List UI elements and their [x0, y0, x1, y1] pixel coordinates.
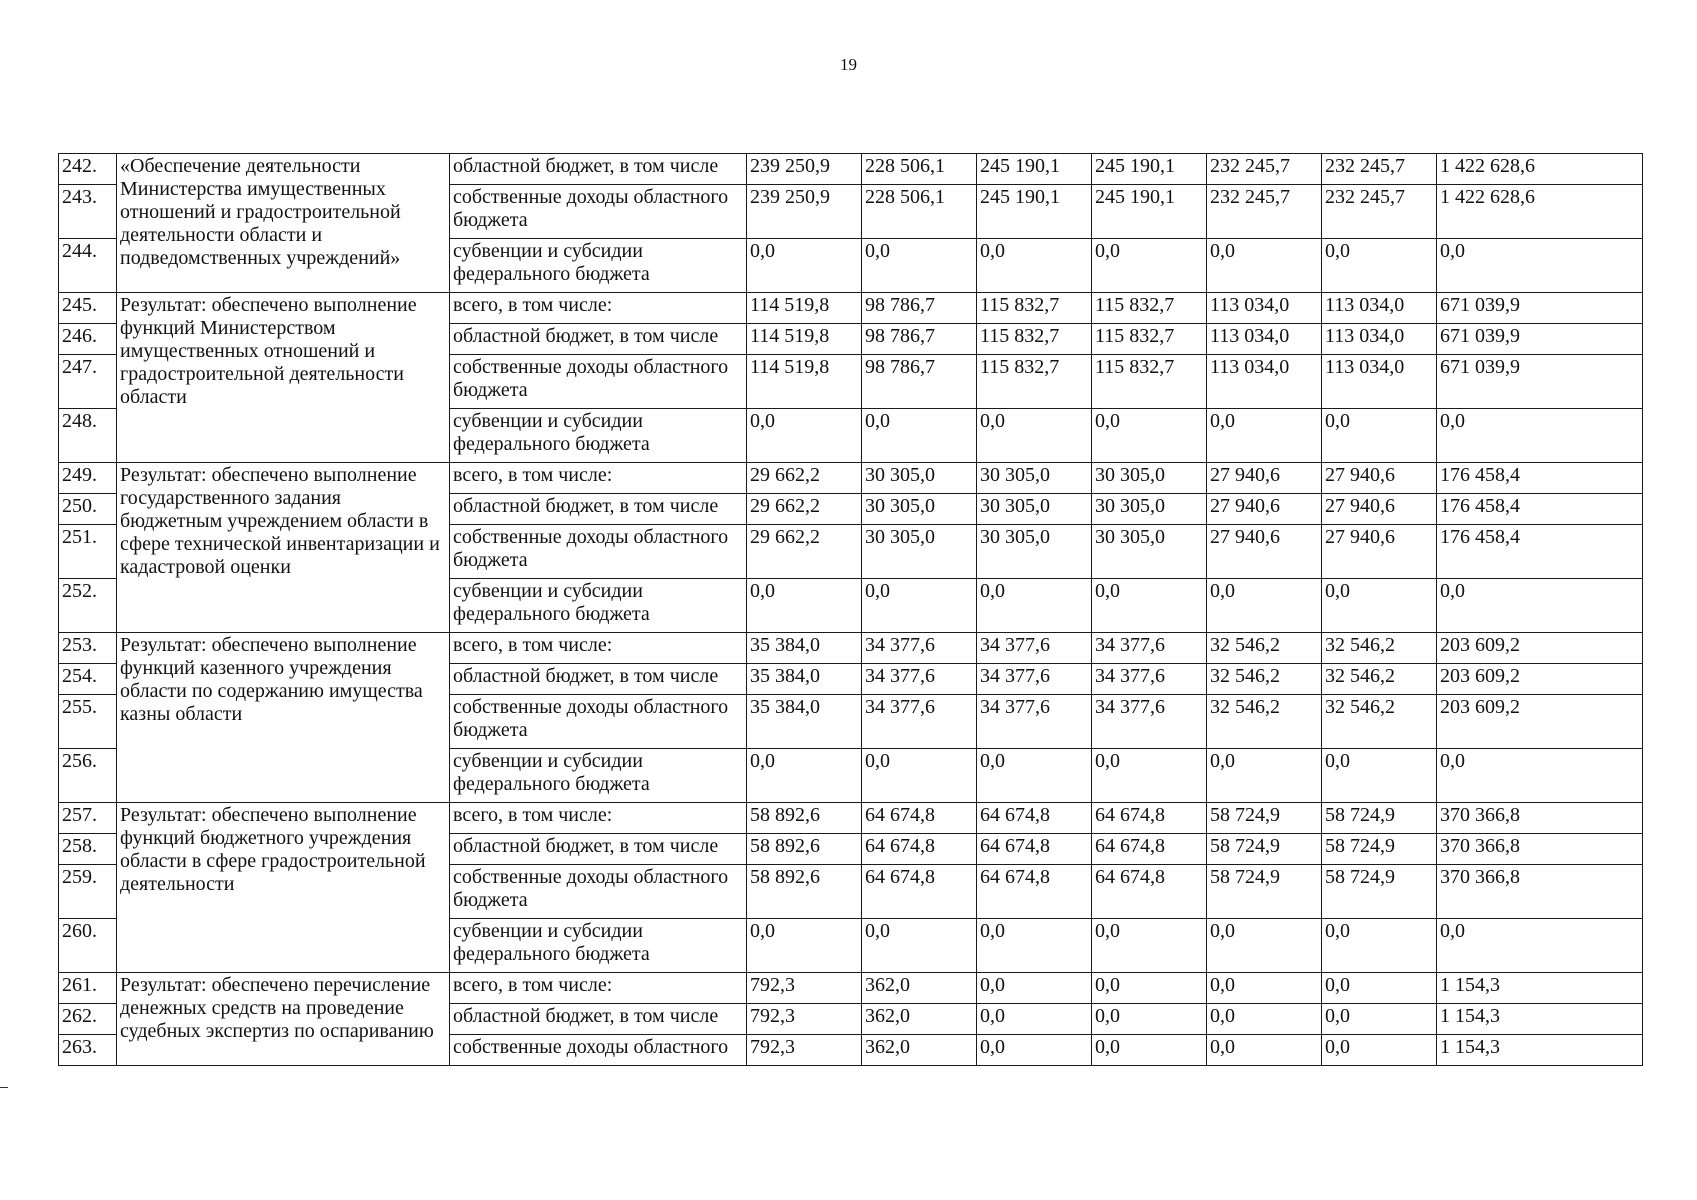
activity-description: Результат: обеспечено выполнение функций казенного учреждения области по содержанию имущества казны области: [117, 633, 450, 803]
total-value: 1 154,3: [1437, 1004, 1643, 1035]
activity-description: Результат: обеспечено перечисление денежных средств на проведение судебных экспертиз по оспариванию: [117, 973, 450, 1066]
year-value: 98 786,7: [862, 324, 977, 355]
funding-source: областной бюджет, в том числе: [450, 1004, 747, 1035]
year-value: 34 377,6: [862, 695, 977, 749]
row-number: 247.: [59, 355, 117, 409]
funding-source: собственные доходы областного бюджета: [450, 185, 747, 239]
total-value: 1 154,3: [1437, 1035, 1643, 1066]
year-value: 64 674,8: [1092, 834, 1207, 865]
year-value: 27 940,6: [1207, 525, 1322, 579]
total-value: 203 609,2: [1437, 695, 1643, 749]
year-value: 0,0: [977, 1004, 1092, 1035]
funding-source: областной бюджет, в том числе: [450, 834, 747, 865]
year-value: 0,0: [1322, 973, 1437, 1004]
page-number: 19: [840, 55, 857, 74]
year-value: 232 245,7: [1322, 154, 1437, 185]
year-value: 0,0: [747, 749, 862, 803]
year-value: 0,0: [977, 973, 1092, 1004]
total-value: 0,0: [1437, 409, 1643, 463]
year-value: 34 377,6: [1092, 695, 1207, 749]
year-value: 32 546,2: [1207, 633, 1322, 664]
funding-source: областной бюджет, в том числе: [450, 664, 747, 695]
row-number: 260.: [59, 919, 117, 973]
total-value: 1 154,3: [1437, 973, 1643, 1004]
year-value: 32 546,2: [1322, 695, 1437, 749]
total-value: 671 039,9: [1437, 293, 1643, 324]
margin-mark: [0, 1087, 8, 1088]
table-row: [59, 154, 1643, 185]
funding-source: всего, в том числе:: [450, 803, 747, 834]
table-row: [59, 973, 1643, 1004]
year-value: 98 786,7: [862, 293, 977, 324]
year-value: 113 034,0: [1322, 293, 1437, 324]
year-value: 34 377,6: [862, 664, 977, 695]
funding-source: субвенции и субсидии федерального бюджета: [450, 409, 747, 463]
total-value: 176 458,4: [1437, 463, 1643, 494]
year-value: 30 305,0: [862, 494, 977, 525]
row-number: 261.: [59, 973, 117, 1004]
row-number: 262.: [59, 1004, 117, 1035]
year-value: 0,0: [1207, 1035, 1322, 1066]
year-value: 0,0: [1322, 239, 1437, 293]
total-value: 203 609,2: [1437, 633, 1643, 664]
year-value: 0,0: [1322, 409, 1437, 463]
year-value: 228 506,1: [862, 154, 977, 185]
year-value: 0,0: [977, 1035, 1092, 1066]
year-value: 35 384,0: [747, 664, 862, 695]
year-value: 27 940,6: [1322, 463, 1437, 494]
year-value: 58 892,6: [747, 803, 862, 834]
year-value: 239 250,9: [747, 185, 862, 239]
year-value: 64 674,8: [977, 865, 1092, 919]
total-value: 671 039,9: [1437, 355, 1643, 409]
funding-source: областной бюджет, в том числе: [450, 324, 747, 355]
row-number: 244.: [59, 239, 117, 293]
total-value: 671 039,9: [1437, 324, 1643, 355]
year-value: 29 662,2: [747, 463, 862, 494]
year-value: 0,0: [977, 409, 1092, 463]
row-number: 242.: [59, 154, 117, 185]
year-value: 362,0: [862, 1004, 977, 1035]
year-value: 29 662,2: [747, 525, 862, 579]
total-value: 1 422 628,6: [1437, 154, 1643, 185]
row-number: 253.: [59, 633, 117, 664]
total-value: 176 458,4: [1437, 494, 1643, 525]
year-value: 362,0: [862, 1035, 977, 1066]
year-value: 27 940,6: [1207, 494, 1322, 525]
year-value: 0,0: [977, 579, 1092, 633]
year-value: 35 384,0: [747, 695, 862, 749]
year-value: 64 674,8: [977, 834, 1092, 865]
year-value: 30 305,0: [1092, 463, 1207, 494]
year-value: 245 190,1: [1092, 154, 1207, 185]
row-number: 249.: [59, 463, 117, 494]
year-value: 245 190,1: [977, 154, 1092, 185]
year-value: 792,3: [747, 1035, 862, 1066]
funding-source: собственные доходы областного: [450, 1035, 747, 1066]
year-value: 30 305,0: [862, 463, 977, 494]
funding-source: субвенции и субсидии федерального бюджета: [450, 579, 747, 633]
year-value: 232 245,7: [1207, 154, 1322, 185]
year-value: 0,0: [1207, 409, 1322, 463]
year-value: 58 724,9: [1322, 803, 1437, 834]
year-value: 792,3: [747, 973, 862, 1004]
year-value: 58 892,6: [747, 865, 862, 919]
year-value: 115 832,7: [1092, 355, 1207, 409]
year-value: 34 377,6: [977, 695, 1092, 749]
year-value: 64 674,8: [862, 865, 977, 919]
year-value: 34 377,6: [977, 633, 1092, 664]
year-value: 792,3: [747, 1004, 862, 1035]
year-value: 115 832,7: [1092, 293, 1207, 324]
year-value: 58 724,9: [1207, 865, 1322, 919]
funding-source: областной бюджет, в том числе: [450, 494, 747, 525]
row-number: 250.: [59, 494, 117, 525]
year-value: 30 305,0: [977, 525, 1092, 579]
table-row: [59, 463, 1643, 494]
year-value: 58 724,9: [1207, 834, 1322, 865]
table-row: [59, 293, 1643, 324]
total-value: 0,0: [1437, 749, 1643, 803]
row-number: 256.: [59, 749, 117, 803]
year-value: 30 305,0: [1092, 494, 1207, 525]
year-value: 30 305,0: [977, 463, 1092, 494]
funding-source: всего, в том числе:: [450, 973, 747, 1004]
total-value: 176 458,4: [1437, 525, 1643, 579]
year-value: 64 674,8: [862, 834, 977, 865]
year-value: 34 377,6: [1092, 633, 1207, 664]
funding-source: областной бюджет, в том числе: [450, 154, 747, 185]
funding-source: собственные доходы областного бюджета: [450, 355, 747, 409]
activity-description: Результат: обеспечено выполнение функций Министерством имущественных отношений и градостроительной деятельности области: [117, 293, 450, 463]
year-value: 0,0: [747, 579, 862, 633]
year-value: 113 034,0: [1207, 293, 1322, 324]
year-value: 34 377,6: [1092, 664, 1207, 695]
year-value: 27 940,6: [1207, 463, 1322, 494]
year-value: 0,0: [1092, 919, 1207, 973]
year-value: 32 546,2: [1322, 664, 1437, 695]
year-value: 0,0: [1207, 973, 1322, 1004]
funding-source: собственные доходы областного бюджета: [450, 695, 747, 749]
funding-source: субвенции и субсидии федерального бюджета: [450, 239, 747, 293]
row-number: 254.: [59, 664, 117, 695]
year-value: 115 832,7: [1092, 324, 1207, 355]
funding-source: собственные доходы областного бюджета: [450, 525, 747, 579]
funding-source: всего, в том числе:: [450, 463, 747, 494]
year-value: 0,0: [1322, 1004, 1437, 1035]
year-value: 64 674,8: [862, 803, 977, 834]
year-value: 0,0: [1207, 1004, 1322, 1035]
year-value: 0,0: [862, 749, 977, 803]
year-value: 0,0: [1322, 749, 1437, 803]
year-value: 114 519,8: [747, 355, 862, 409]
year-value: 113 034,0: [1207, 355, 1322, 409]
total-value: 0,0: [1437, 239, 1643, 293]
year-value: 0,0: [1092, 579, 1207, 633]
year-value: 114 519,8: [747, 324, 862, 355]
total-value: 370 366,8: [1437, 803, 1643, 834]
row-number: 243.: [59, 185, 117, 239]
year-value: 113 034,0: [1207, 324, 1322, 355]
year-value: 27 940,6: [1322, 494, 1437, 525]
year-value: 113 034,0: [1322, 355, 1437, 409]
year-value: 32 546,2: [1322, 633, 1437, 664]
year-value: 0,0: [747, 239, 862, 293]
year-value: 0,0: [1207, 919, 1322, 973]
year-value: 0,0: [1092, 239, 1207, 293]
row-number: 258.: [59, 834, 117, 865]
funding-source: всего, в том числе:: [450, 633, 747, 664]
year-value: 0,0: [977, 239, 1092, 293]
year-value: 32 546,2: [1207, 695, 1322, 749]
year-value: 245 190,1: [1092, 185, 1207, 239]
year-value: 0,0: [1322, 579, 1437, 633]
year-value: 0,0: [1322, 919, 1437, 973]
total-value: 0,0: [1437, 579, 1643, 633]
year-value: 115 832,7: [977, 355, 1092, 409]
funding-source: субвенции и субсидии федерального бюджета: [450, 919, 747, 973]
year-value: 0,0: [747, 919, 862, 973]
year-value: 232 245,7: [1207, 185, 1322, 239]
funding-source: всего, в том числе:: [450, 293, 747, 324]
table-body: [59, 154, 1643, 1066]
total-value: 1 422 628,6: [1437, 185, 1643, 239]
row-number: 263.: [59, 1035, 117, 1066]
year-value: 0,0: [1207, 239, 1322, 293]
row-number: 252.: [59, 579, 117, 633]
budget-table: [58, 153, 1643, 1066]
year-value: 232 245,7: [1322, 185, 1437, 239]
row-number: 259.: [59, 865, 117, 919]
funding-source: собственные доходы областного бюджета: [450, 865, 747, 919]
year-value: 115 832,7: [977, 324, 1092, 355]
year-value: 64 674,8: [1092, 803, 1207, 834]
year-value: 0,0: [862, 919, 977, 973]
total-value: 370 366,8: [1437, 865, 1643, 919]
year-value: 30 305,0: [977, 494, 1092, 525]
year-value: 30 305,0: [862, 525, 977, 579]
year-value: 0,0: [1322, 1035, 1437, 1066]
year-value: 113 034,0: [1322, 324, 1437, 355]
year-value: 58 724,9: [1207, 803, 1322, 834]
total-value: 0,0: [1437, 919, 1643, 973]
year-value: 0,0: [1207, 749, 1322, 803]
year-value: 0,0: [862, 579, 977, 633]
year-value: 0,0: [977, 749, 1092, 803]
year-value: 0,0: [862, 409, 977, 463]
total-value: 203 609,2: [1437, 664, 1643, 695]
year-value: 64 674,8: [977, 803, 1092, 834]
year-value: 239 250,9: [747, 154, 862, 185]
year-value: 228 506,1: [862, 185, 977, 239]
year-value: 98 786,7: [862, 355, 977, 409]
total-value: 370 366,8: [1437, 834, 1643, 865]
year-value: 0,0: [1092, 973, 1207, 1004]
activity-description: «Обеспечение деятельности Министерства имущественных отношений и градостроительной деятельности области и подведомственных учреждений»: [117, 154, 450, 293]
table-row: [59, 633, 1643, 664]
year-value: 0,0: [747, 409, 862, 463]
table-row: [59, 803, 1643, 834]
year-value: 30 305,0: [1092, 525, 1207, 579]
year-value: 0,0: [1092, 749, 1207, 803]
year-value: 58 892,6: [747, 834, 862, 865]
activity-description: Результат: обеспечено выполнение функций бюджетного учреждения области в сфере градостроительной деятельности: [117, 803, 450, 973]
year-value: 58 724,9: [1322, 865, 1437, 919]
year-value: 32 546,2: [1207, 664, 1322, 695]
year-value: 58 724,9: [1322, 834, 1437, 865]
year-value: 0,0: [1092, 409, 1207, 463]
year-value: 362,0: [862, 973, 977, 1004]
year-value: 29 662,2: [747, 494, 862, 525]
row-number: 257.: [59, 803, 117, 834]
row-number: 246.: [59, 324, 117, 355]
activity-description: Результат: обеспечено выполнение государственного задания бюджетным учреждением области в сфере технической инвентаризации и кадастровой оценки: [117, 463, 450, 633]
year-value: 0,0: [1207, 579, 1322, 633]
year-value: 0,0: [862, 239, 977, 293]
year-value: 34 377,6: [977, 664, 1092, 695]
row-number: 251.: [59, 525, 117, 579]
year-value: 245 190,1: [977, 185, 1092, 239]
year-value: 0,0: [977, 919, 1092, 973]
row-number: 248.: [59, 409, 117, 463]
year-value: 115 832,7: [977, 293, 1092, 324]
year-value: 64 674,8: [1092, 865, 1207, 919]
row-number: 245.: [59, 293, 117, 324]
year-value: 114 519,8: [747, 293, 862, 324]
year-value: 0,0: [1092, 1035, 1207, 1066]
row-number: 255.: [59, 695, 117, 749]
year-value: 27 940,6: [1322, 525, 1437, 579]
year-value: 35 384,0: [747, 633, 862, 664]
funding-source: субвенции и субсидии федерального бюджета: [450, 749, 747, 803]
year-value: 0,0: [1092, 1004, 1207, 1035]
year-value: 34 377,6: [862, 633, 977, 664]
